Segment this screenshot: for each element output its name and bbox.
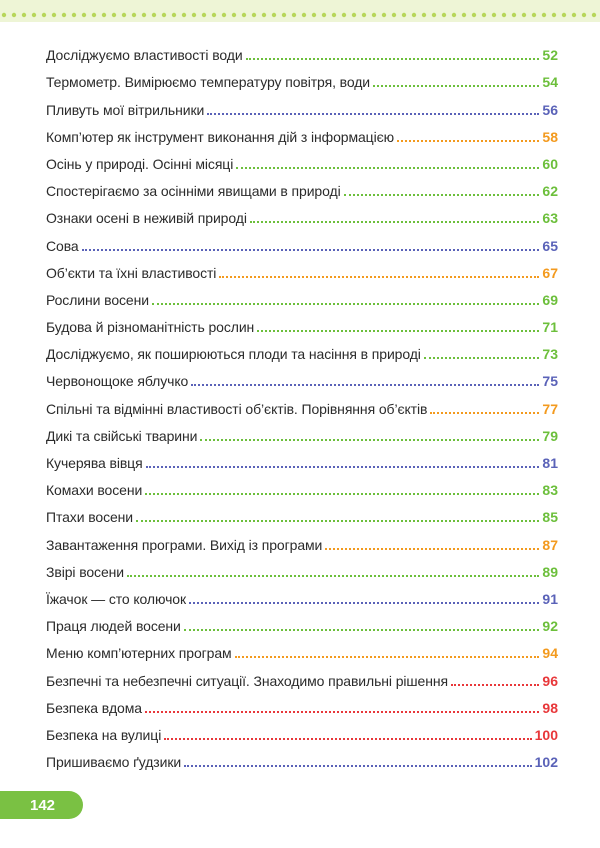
dot-leader	[152, 303, 539, 305]
toc-entry-page: 79	[542, 427, 558, 444]
toc-entry-page: 81	[542, 455, 558, 471]
toc-entry[interactable]	[46, 257, 558, 284]
toc-entry-title: Термометр. Вимірюємо температуру повітря, води	[46, 74, 370, 91]
toc-entry-page: 102	[534, 754, 558, 771]
toc-entry[interactable]	[46, 365, 558, 392]
dot-leader	[424, 357, 540, 359]
dot-leader	[257, 330, 539, 332]
toc-entry-title: Кучерява вівця	[46, 455, 143, 471]
toc-entry-page: 69	[542, 291, 558, 308]
dot-leader	[236, 167, 539, 169]
dot-leader	[146, 466, 540, 468]
toc-entry-title: Ознаки осені в неживій природі	[46, 210, 247, 227]
dot-leader	[127, 575, 539, 577]
toc-entry-title: Їжачок — сто колючок	[46, 590, 186, 607]
toc-entry-page: 58	[542, 128, 558, 145]
toc-entry[interactable]	[46, 338, 558, 365]
toc-entry-page: 54	[542, 74, 558, 91]
dot-leader	[164, 738, 531, 740]
toc-entry[interactable]	[46, 746, 558, 773]
dot-leader	[325, 548, 539, 550]
dot-leader	[451, 684, 539, 686]
dot-leader	[430, 412, 539, 414]
toc-entry[interactable]	[46, 93, 558, 120]
toc-entry[interactable]	[46, 39, 558, 66]
toc-entry[interactable]	[46, 474, 558, 501]
toc-entry[interactable]	[46, 175, 558, 202]
toc-entry-title: Завантаження програми. Вихід із програми	[46, 536, 323, 553]
dot-leader	[250, 221, 540, 223]
dot-leader	[136, 520, 539, 522]
toc-entry-page: 73	[542, 346, 558, 363]
dot-leader	[207, 113, 539, 115]
toc-entry-title: Комахи восени	[46, 482, 143, 499]
toc-entry-page: 96	[542, 672, 558, 689]
toc-entry[interactable]	[46, 148, 558, 175]
toc-entry[interactable]	[46, 692, 558, 719]
toc-entry-title: Рослини восени	[46, 291, 149, 308]
toc-entry-title: Дикі та свійські тварини	[46, 427, 198, 444]
toc-entry-title: Праця людей восени	[46, 618, 181, 635]
toc-entry-title: Досліджуємо властивості води	[46, 47, 243, 64]
toc-entry-page: 71	[542, 319, 558, 336]
toc-entry-page: 63	[542, 210, 558, 227]
dot-leader	[191, 384, 539, 386]
toc-entry-title: Спостерігаємо за осінніми явищами в природі	[46, 183, 341, 200]
toc-entry-page: 100	[534, 726, 558, 743]
toc-entry-title: Пришиваємо ґудзики	[46, 754, 182, 771]
toc-entry-title: Комп’ютер як інструмент виконання дій з інформацією	[46, 128, 395, 145]
toc-entry[interactable]	[46, 528, 558, 555]
toc-entry[interactable]	[46, 583, 558, 610]
toc-entry-page: 52	[542, 47, 558, 64]
toc-entry-page: 65	[542, 237, 558, 254]
toc-entry[interactable]	[46, 66, 558, 93]
toc-entry[interactable]	[46, 284, 558, 311]
dot-leader	[184, 765, 532, 767]
toc-entry[interactable]	[46, 311, 558, 338]
toc-entry-page: 62	[542, 183, 558, 200]
toc-entry[interactable]	[46, 637, 558, 664]
toc-entry-page: 94	[542, 645, 558, 662]
toc-entry-page: 89	[542, 563, 558, 580]
toc-entry-title: Безпека на вулиці	[46, 726, 162, 743]
toc-entry[interactable]	[46, 664, 558, 691]
toc-entry-page: 92	[542, 618, 558, 635]
toc-entry[interactable]	[46, 121, 558, 148]
toc-entry-title: Об’єкти та їхні властивості	[46, 264, 217, 281]
toc-entry[interactable]	[46, 392, 558, 419]
toc-entry-title: Досліджуємо, як поширюються плоди та насіння в природі	[46, 346, 421, 363]
toc-entry[interactable]	[46, 229, 558, 256]
toc-entry-page: 83	[542, 482, 558, 499]
page-number-tab	[0, 791, 83, 819]
toc-entry-title: Пливуть мої вітрильники	[46, 101, 205, 118]
toc-entry-title: Птахи восени	[46, 509, 134, 526]
page-number: 142	[30, 796, 56, 814]
dot-leader	[219, 276, 539, 278]
dot-leader	[373, 85, 539, 87]
toc-entry-title: Спільні та відмінні властивості об’єктів. Порівняння об’єктів	[46, 400, 428, 417]
toc-entry-page: 91	[542, 590, 558, 607]
toc-entry[interactable]	[46, 719, 558, 746]
toc-entry-title: Осінь у природі. Осінні місяці	[46, 155, 234, 172]
dot-leader	[189, 602, 539, 604]
toc-entry-page: 87	[542, 536, 558, 553]
toc-entry[interactable]	[46, 420, 558, 447]
dot-leader	[200, 439, 539, 441]
dot-leader	[397, 140, 539, 142]
toc-entry[interactable]	[46, 556, 558, 583]
toc-entry-title: Безпечні та небезпечні ситуації. Знаходимо правильні рішення	[46, 672, 448, 689]
toc-entry-title: Червонощоке яблучко	[46, 373, 189, 390]
toc-entry-title: Будова й різноманітність рослин	[46, 319, 255, 336]
table-of-contents	[46, 39, 558, 773]
dot-leader	[145, 711, 540, 713]
toc-entry-page: 67	[542, 264, 558, 281]
dot-leader	[235, 656, 540, 658]
toc-entry-page: 60	[542, 155, 558, 172]
toc-entry-page: 77	[542, 400, 558, 417]
decorative-top-border	[0, 0, 600, 22]
toc-entry[interactable]	[46, 202, 558, 229]
toc-entry-title: Звірі восени	[46, 563, 124, 580]
dot-leader	[344, 194, 540, 196]
toc-entry-title: Безпека вдома	[46, 699, 142, 716]
toc-entry[interactable]	[46, 447, 558, 474]
dot-leader	[145, 493, 539, 495]
toc-entry-page: 75	[542, 373, 558, 390]
toc-entry[interactable]	[46, 501, 558, 528]
dot-leader	[82, 249, 540, 251]
toc-entry-page: 98	[542, 699, 558, 716]
toc-entry-title: Меню комп’ютерних програм	[46, 645, 232, 662]
toc-entry-title: Сова	[46, 237, 79, 254]
toc-entry-page: 85	[542, 509, 558, 526]
toc-entry[interactable]	[46, 610, 558, 637]
toc-entry-page: 56	[542, 101, 558, 118]
dot-leader	[184, 629, 540, 631]
dot-leader	[246, 58, 540, 60]
